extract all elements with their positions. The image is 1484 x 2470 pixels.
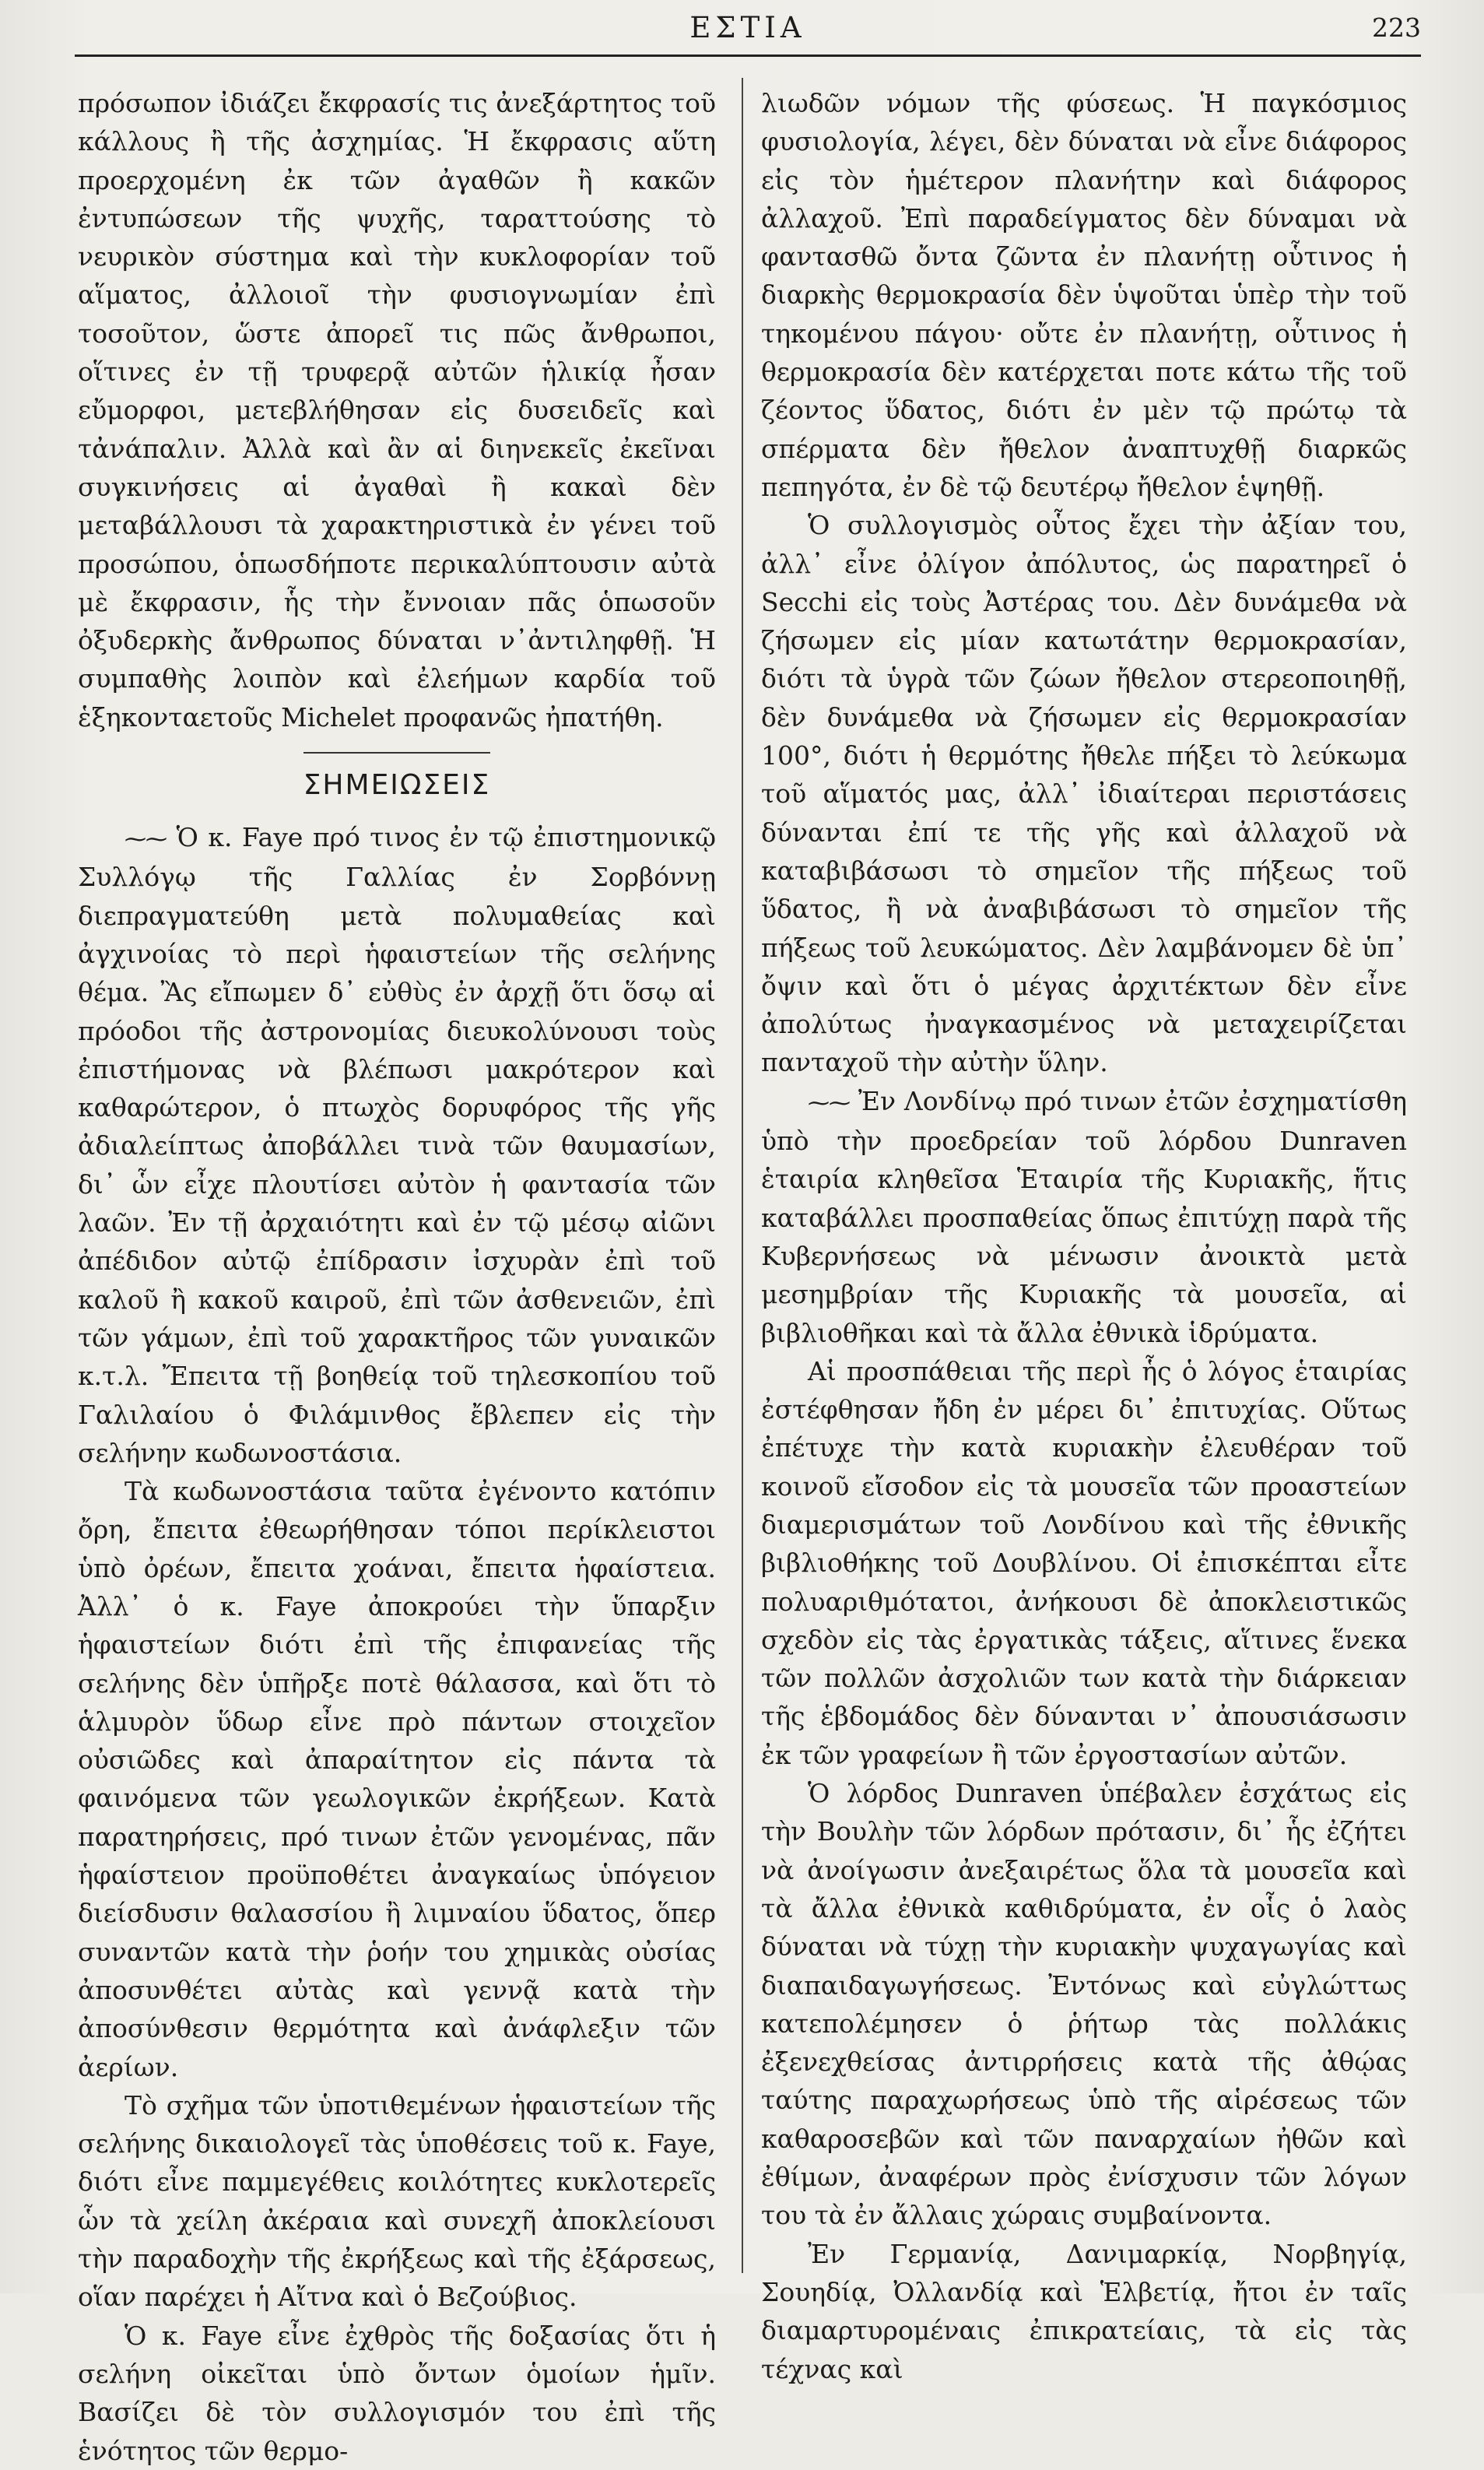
paragraph-lords-proposal: Ὁ λόρδος Dunraven ὑπέβαλεν ἐσχάτως εἰς τὴν Βουλὴν τῶν λόρδων πρότασιν, δι᾽ ἧς ἐζήτει νὰ ἀνοίγωσιν ἀνεξαιρέτως ὅλα τὰ μουσεῖα καὶ τὰ ἄλλα ἐθνικὰ καθιδρύματα, ἐν οἷς ὁ λαὸς δύναται νὰ τύχῃ τὴν κυριακὴν ψυχαγωγίας καὶ διαπαιδαγωγήσεως. Ἐντόνως καὶ εὐγλώττως κατεπολέμησεν ὁ ῥήτωρ τὰς πολλάκις ἐξενεχθείσας ἀντιρρήσεις κατὰ τῆς ἀθῴας ταύτης παραχωρήσεως ὑπὸ τῆς αἱρέσεως τῶν καθαροσεβῶν καὶ τῶν παναρχαίων ἠθῶν καὶ ἐθίμων, ἀναφέρων πρὸς ἐνίσχυσιν τῶν λόγων του τὰ ἐν ἄλλαις χώραις συμβαίνοντα. <box>761 1778 1407 2231</box>
paragraph-other-countries: Ἐν Γερμανίᾳ, Δανιμαρκίᾳ, Νορβηγίᾳ, Σουηδίᾳ, Ὀλλανδίᾳ καὶ Ἑλβετίᾳ, ἤτοι ἐν ταῖς διαμαρτυρομέναις ἐπικρατείαις, τὰ εἰς τὰς τέχνας καὶ <box>761 2238 1407 2384</box>
paragraph-bell-towers: Τὰ κωδωνοστάσια ταῦτα ἐγένοντο κατόπιν ὄρη, ἔπειτα ἐθεωρήθησαν τόποι περίκλειστοι ὑπὸ ὀρέων, ἔπειτα χοάναι, ἔπειτα ἡφαίστεια. Ἀλλ᾽ ὁ κ. Faye ἀποκρούει τὴν ὕπαρξιν ἡφαιστείων διότι ἐπὶ τῆς ἐπιφανείας τῆς σελήνης δὲν ὑπῆρξε ποτὲ θάλασσα, καὶ ὅτι τὸ ἁλμυρὸν ὕδωρ εἶνε πρὸ πάντων στοιχεῖον οὐσιῶδες καὶ ἀπαραίτητον εἰς πάντα τὰ φαινόμενα τῶν γεωλογικῶν ἐκρήξεων. Κατὰ παρατηρήσεις, πρό τινων ἐτῶν γενομένας, πᾶν ἡφαίστειον προϋποθέτει ἀναγκαίως ὑπόγειον διείσδυσιν θαλασσίου ἢ λιμναίου ὕδατος, ὅπερ συναντῶν κατὰ τὴν ῥοήν του χημικὰς οὐσίας ἀποσυνθέτει αὐτὰς καὶ γεννᾷ κατὰ τὴν ἀποσύνθεσιν θερμότητα καὶ ἀνάφλεξιν τῶν ἀερίων. <box>78 1476 716 2082</box>
note-marker: ⁓⁓ <box>808 1089 850 1116</box>
note-text: Ἐν Λονδίνῳ πρό τινων ἐτῶν ἐσχηματίσθη ὑπὸ τὴν προεδρείαν τοῦ λόρδου Dunraven ἑταιρία κληθεῖσα Ἑταιρία τῆς Κυριακῆς, ἥτις καταβάλλει προσπαθείας ὅπως ἐπιτύχῃ παρὰ τῆς Κυβερνήσεως νὰ μένωσιν ἀνοικτὰ μετὰ μεσημβρίαν τῆς Κυριακῆς τὰ μουσεῖα, αἱ βιβλιοθῆκαι καὶ τὰ ἄλλα ἐθνικὰ ἱδρύματα. <box>761 1085 1407 1348</box>
section-heading-block <box>78 752 716 801</box>
paragraph-society-success: Αἱ προσπάθειαι τῆς περὶ ἧς ὁ λόγος ἑταιρίας ἐστέφθησαν ἤδη ἐν μέρει δι᾽ ἐπιτυχίας. Οὕτως ἐπέτυχε τὴν κατὰ κυριακὴν ἐλευθέραν τοῦ κοινοῦ εἴσοδον εἰς τὰ μουσεῖα τῶν προαστείων διαμερισμάτων τοῦ Λονδίνου καὶ τῆς ἐθνικῆς βιβλιοθήκης τοῦ Δουβλίνου. Οἱ ἐπισκέπται εἶτε πολυαριθμότατοι, ἀνήκουσι δὲ ἀποκλειστικῶς σχεδὸν εἰς τὰς ἐργατικὰς τάξεις, αἵτινες ἕνεκα τῶν πολλῶν ἀσχολιῶν των κατὰ τὴν διάρκειαν τῆς ἑβδομάδος δὲν δύνανται ν᾽ ἀπουσιάσωσιν ἐκ τῶν γραφείων ἢ τῶν ἐργοστασίων αὐτῶν. <box>761 1355 1407 1770</box>
column-divider <box>742 78 743 2273</box>
note-paragraph-faye <box>78 818 716 1472</box>
right-column <box>761 84 1407 2388</box>
section-heading: ΣΗΜΕΙΩΣΕΙΣ <box>303 769 491 802</box>
section-rule <box>303 752 490 754</box>
paragraph-secchi: Ὁ συλλογισμὸς οὗτος ἔχει τὴν ἀξίαν του, ἀλλ᾽ εἶνε ὀλίγον ἀπόλυτος, ὡς παρατηρεῖ ὁ Secchi εἰς τοὺς Ἀστέρας του. Δὲν δυνάμεθα νὰ ζήσωμεν εἰς μίαν κατωτάτην θερμοκρασίαν, διότι τὰ ὑγρὰ τῶν ζώων ἤθελον στερεοποιηθῇ, δὲν δυνάμεθα νὰ ζήσωμεν εἰς θερμοκρασίαν 100°, διότι ἡ θερμότης ἤθελε πήξει τὸ λεύκωμα τοῦ αἵματός μας, ἀλλ᾽ ἰδιαίτεραι περιστάσεις δύνανται ἐπί τε τῆς γῆς καὶ ἀλλαχοῦ νὰ καταβιβάσωσι τὸ σημεῖον τῆς πήξεως τοῦ ὕδατος, ἢ νὰ ἀναβιβάσωσι τὸ σημεῖον τῆς πήξεως τοῦ λευκώματος. Δὲν λαμβάνομεν δὲ ὑπ᾽ ὄψιν καὶ ὅτι ὁ μέγας ἀρχιτέκτων δὲν εἶνε ἀπολύτως ἠναγκασμένος νὰ μεταχειρίζεται πανταχοῦ τὴν αὐτὴν ὕλην. <box>761 510 1407 1078</box>
note-text: Ὁ κ. Faye πρό τινος ἐν τῷ ἐπιστημονικῷ Συλλόγῳ τῆς Γαλλίας ἐν Σορβόννῃ διεπραγματεύθη μετὰ πολυμαθείας καὶ ἀγχινοίας τὸ περὶ ἡφαιστείων τῆς σελήνης θέμα. Ἂς εἴπωμεν δ᾽ εὐθὺς ἐν ἀρχῇ ὅτι ὅσῳ αἱ πρόοδοι τῆς ἀστρονομίας διευκολύνουσι τοὺς ἐπιστήμονας νὰ βλέπωσι μακρότερον καὶ καθαρώτερον, ὁ πτωχὸς δορυφόρος τῆς γῆς ἀδιαλείπτως ἀποβάλλει τινὰ τῶν θαυμασίων, δι᾽ ὧν εἶχε πλουτίσει αὐτὸν ἡ φαντασία τῶν λαῶν. Ἐν τῇ ἀρχαιότητι καὶ ἐν τῷ μέσῳ αἰῶνι ἀπέδιδον αὐτῷ ἐπίδρασιν ἰσχυρὰν ἐπὶ τοῦ καλοῦ ἢ κακοῦ καιροῦ, ἐπὶ τῶν ἀσθενειῶν, ἐπὶ τῶν γάμων, ἐπὶ τοῦ χαρακτῆρος τῶν γυναικῶν κ.τ.λ. Ἔπειτα τῇ βοηθείᾳ τοῦ τηλεσκοπίου τοῦ Γαλιλαίου ὁ Φιλάμινθος ἔβλεπεν εἰς τὴν σελήνην κωδωνοστάσια. <box>78 822 716 1468</box>
left-column <box>78 84 716 2470</box>
page-number: 223 <box>1372 12 1421 43</box>
page-header <box>75 11 1421 58</box>
running-title: ΕΣΤΙΑ <box>689 11 806 44</box>
header-rule <box>75 54 1421 57</box>
paragraph-moon-inhabited: Ὁ κ. Faye εἶνε ἐχθρὸς τῆς δοξασίας ὅτι ἡ σελήνη οἰκεῖται ὑπὸ ὄντων ὁμοίων ἡμῖν. Βασίζει δὲ τὸν συλλογισμόν του ἐπὶ τῆς ἑνότητος τῶν θερμο- <box>78 2320 716 2466</box>
note-paragraph-dunraven <box>761 1082 1407 1352</box>
paragraph-volcano-shape: Τὸ σχῆμα τῶν ὑποτιθεμένων ἡφαιστείων τῆς σελήνης δικαιολογεῖ τὰς ὑποθέσεις τοῦ κ. Faye, διότι εἶνε παμμεγέθεις κοιλότητες κυκλοτερεῖς ὧν τὰ χείλη ἀκέραια καὶ συνεχῆ ἀποκλείουσι τὴν παραδοχὴν τῆς ἐκρήξεως καὶ τῆς ἐξάρσεως, οἵαν παρέχει ἡ Αἴτνα καὶ ὁ Βεζούβιος. <box>78 2089 716 2313</box>
paragraph-continuation-physiology: λιωδῶν νόμων τῆς φύσεως. Ἡ παγκόσμιος φυσιολογία, λέγει, δὲν δύναται νὰ εἶνε διάφορος εἰς τὸν ἡμέτερον πλανήτην καὶ διάφορος ἀλλαχοῦ. Ἐπὶ παραδείγματος δὲν δύναμαι νὰ φαντασθῶ ὄντα ζῶντα ἐν πλανήτῃ οὗτινος ἡ διαρκὴς θερμοκρασία δὲν ὑψοῦται ὑπὲρ τὴν τοῦ τηκομένου πάγου· οὔτε ἐν πλανήτῃ, οὗτινος ἡ θερμοκρασία δὲν κατέρχεται ποτε κάτω τῆς τοῦ ζέοντος ὕδατος, διότι ἐν μὲν τῷ πρώτῳ τὰ σπέρματα δὲν ἤθελον ἀναπτυχθῇ διαρκῶς πεπηγότα, ἐν δὲ τῷ δευτέρῳ ἤθελον ἑψηθῇ. <box>761 88 1407 502</box>
paragraph-continuation: πρόσωπον ἰδιάζει ἔκφρασίς τις ἀνεξάρτητος τοῦ κάλλους ἢ τῆς ἀσχημίας. Ἡ ἔκφρασις αὕτη προερχομένη ἐκ τῶν ἀγαθῶν ἢ κακῶν ἐντυπώσεων τῆς ψυχῆς, ταραττούσης τὸ νευρικὸν σύστημα καὶ τὴν κυκλοφορίαν τοῦ αἵματος, ἀλλοιοῖ τὴν φυσιογνωμίαν ἐπὶ τοσοῦτον, ὥστε ἀπορεῖ τις πῶς ἄνθρωποι, οἵτινες ἐν τῇ τρυφερᾷ αὐτῶν ἡλικίᾳ ἦσαν εὔμορφοι, μετεβλήθησαν εἰς δυσειδεῖς καὶ τἀνάπαλιν. Ἀλλὰ καὶ ἂν αἱ διηνεκεῖς ἐκεῖναι συγκινήσεις αἱ ἀγαθαὶ ἢ κακαὶ δὲν μεταβάλλουσι τὰ χαρακτηριστικὰ ἐν γένει τοῦ προσώπου, ὁπωσδήποτε περικαλύπτουσιν αὐτὰ μὲ ἔκφρασιν, ἧς τὴν ἔννοιαν πᾶς ὁπωσοῦν ὀξυδερκὴς ἄνθρωπος δύναται ν᾽ἀντιληφθῇ. Ἡ συμπαθὴς λοιπὸν καὶ ἐλεήμων καρδία τοῦ ἑξηκονταετοῦς Michelet προφανῶς ἠπατήθη. <box>78 88 716 733</box>
note-marker: ⁓⁓ <box>125 826 167 852</box>
